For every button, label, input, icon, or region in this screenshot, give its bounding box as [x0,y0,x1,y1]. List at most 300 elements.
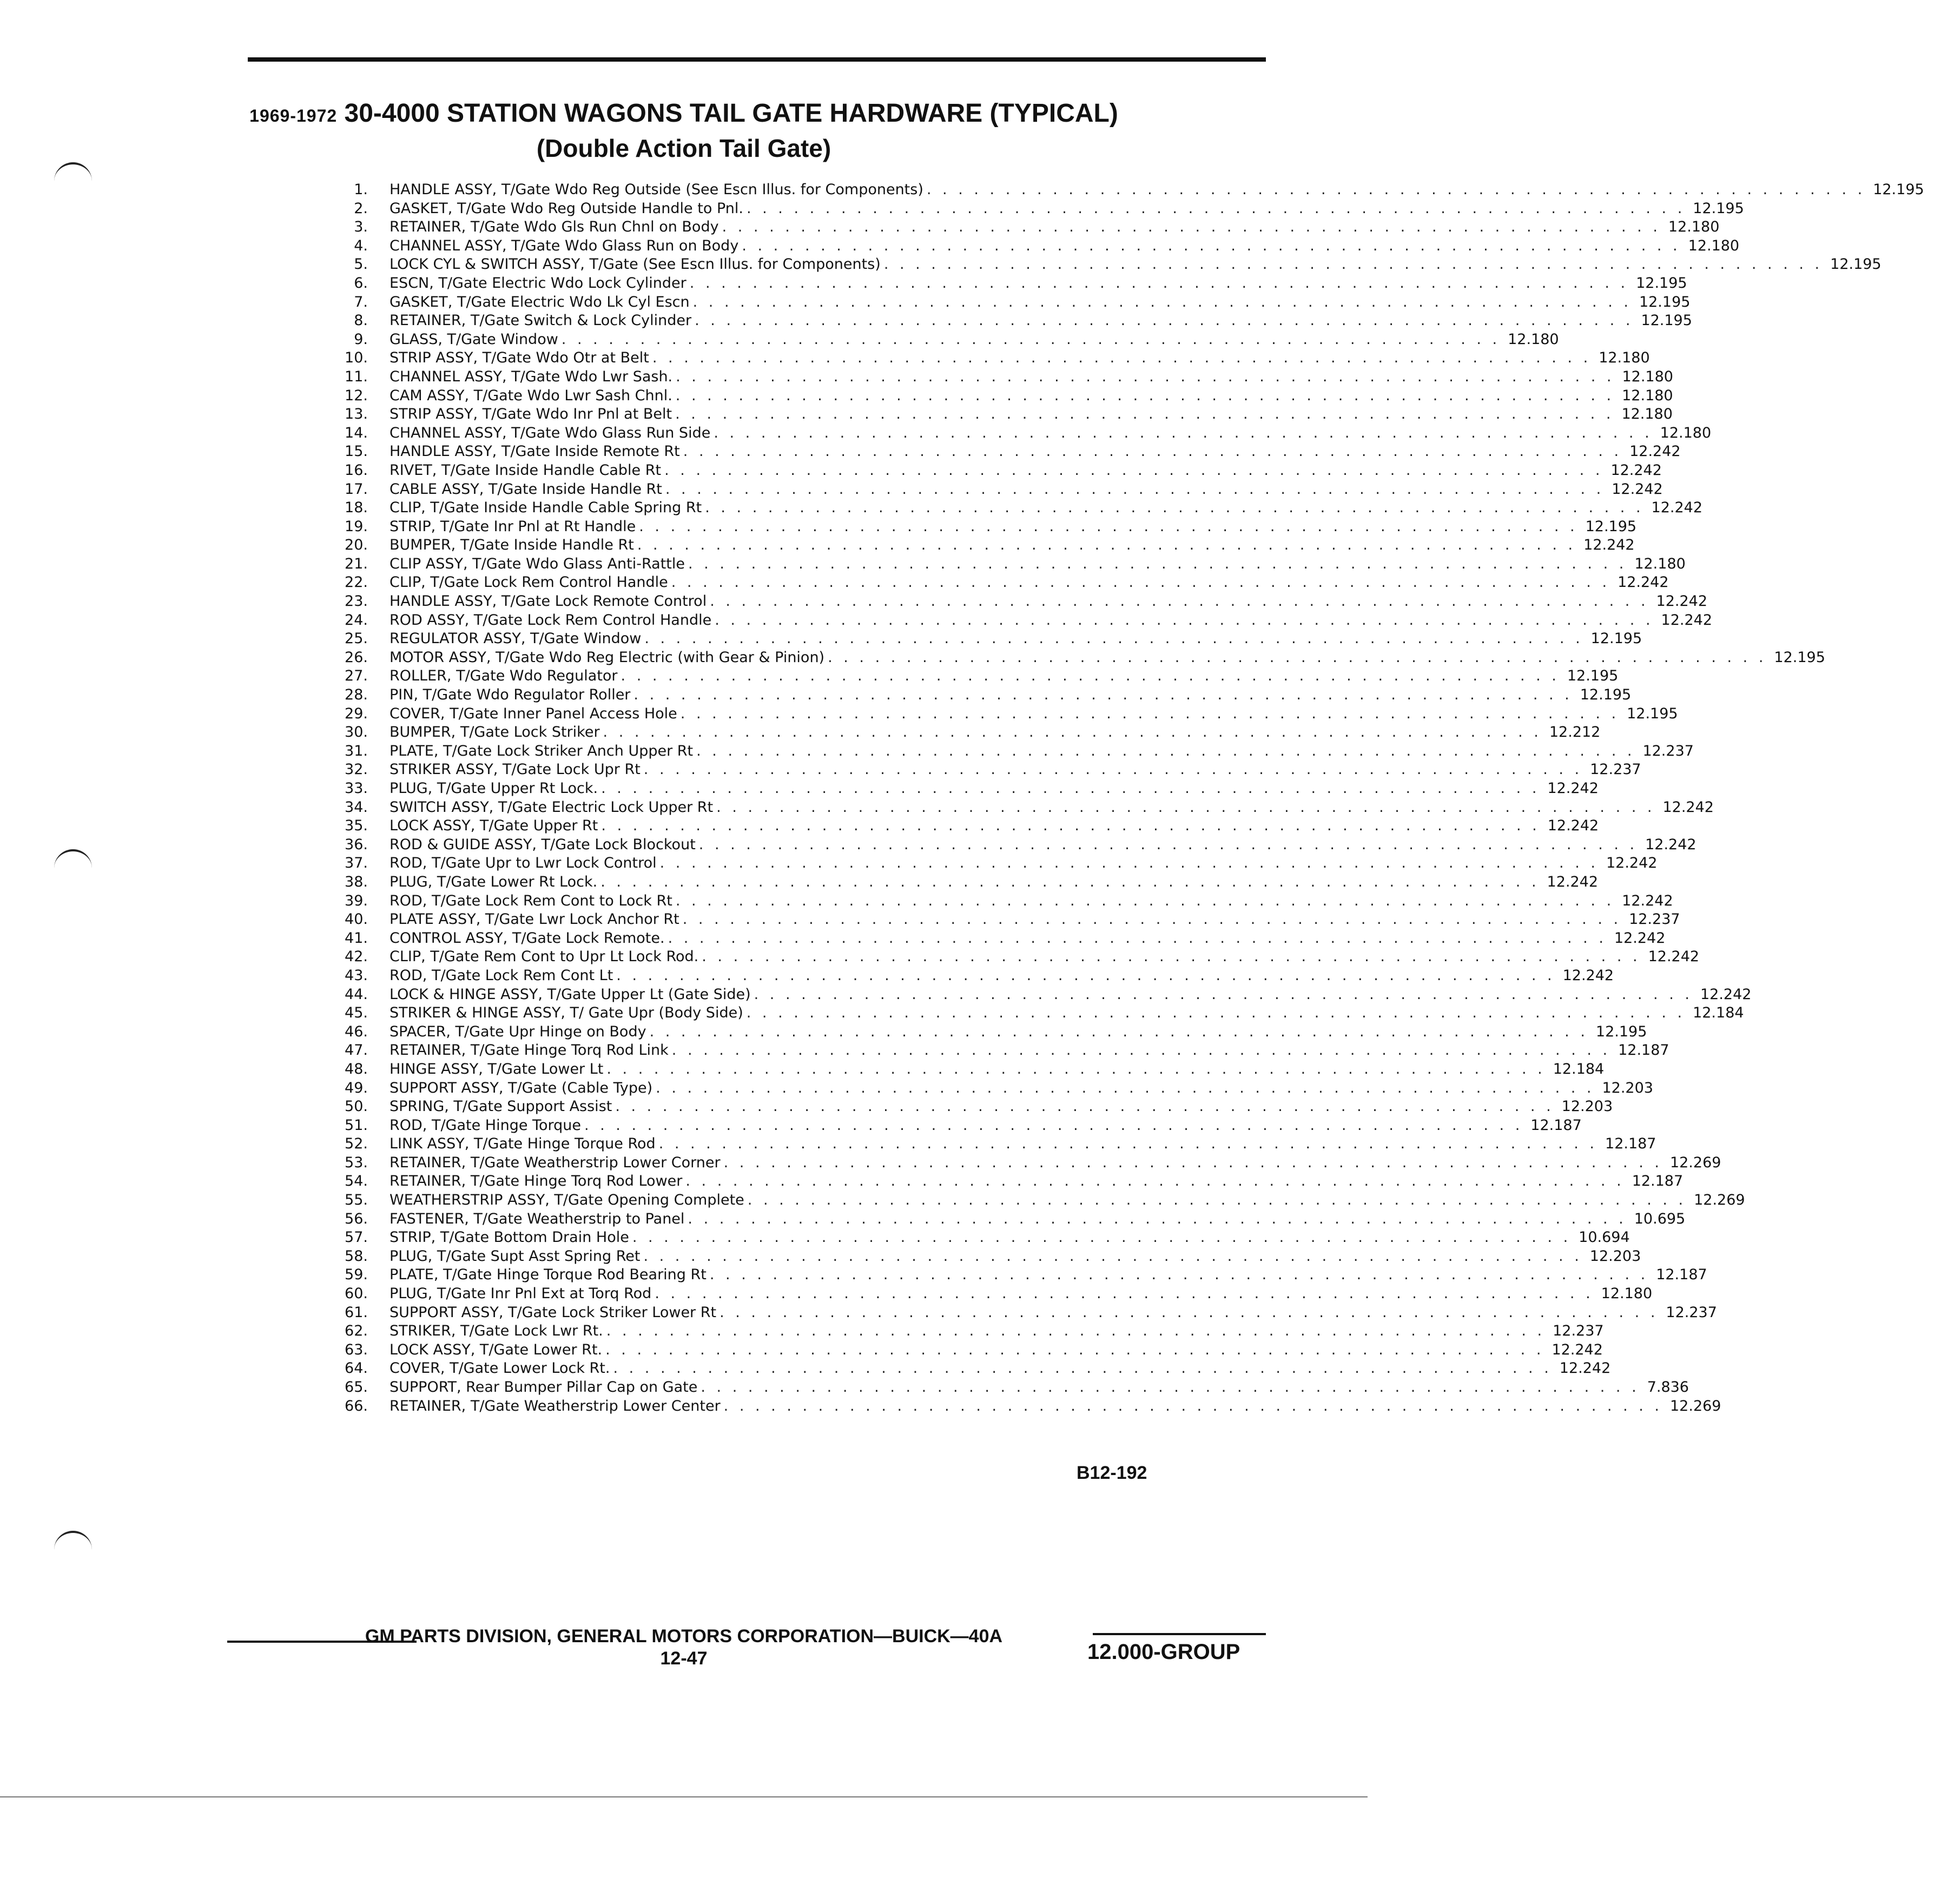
parts-row [325,1210,1686,1229]
item-number: 46. [345,1023,368,1040]
leader-dots [668,573,1610,592]
item-number: 33. [345,780,368,797]
parts-row [325,1079,1653,1098]
leader-dots [669,1041,1610,1060]
item-description: LINK ASSY, T/Gate Hinge Torque Rod [390,1135,656,1153]
leader-dots [721,1397,1662,1416]
leader-dots [743,1004,1685,1023]
item-group-ref: 12.203 [1561,1098,1613,1115]
leader-dots [707,592,1648,611]
leader-dots [641,630,1583,649]
item-group-ref: 12.184 [1553,1060,1605,1077]
item-number: 4. [354,237,368,254]
item-group-ref: 12.242 [1583,537,1635,554]
leader-dots [649,349,1591,368]
item-number: 19. [345,518,368,535]
parts-row [325,218,1720,237]
item-number: 50. [345,1098,368,1115]
item-description: PLATE ASSY, T/Gate Lwr Lock Anchor Rt [390,911,679,928]
parts-row [325,630,1642,649]
item-description: HINGE ASSY, T/Gate Lower Lt [390,1060,604,1077]
item-number: 8. [354,312,368,329]
item-number: 43. [345,967,368,984]
parts-row [325,592,1708,611]
item-number: 37. [345,855,368,872]
item-group-ref: 12.187 [1618,1042,1669,1059]
item-group-ref: 12.180 [1668,219,1720,236]
top-rule [248,57,1266,62]
item-description: CLIP, T/Gate Lock Rem Control Handle [390,574,668,591]
parts-row [325,1266,1707,1285]
item-description: CLIP ASSY, T/Gate Wdo Glass Anti-Rattle [390,555,685,572]
leader-dots [598,779,1540,798]
item-number: 28. [345,686,368,704]
parts-row [325,1247,1641,1266]
leader-dots [652,1079,1594,1098]
item-number: 45. [345,1004,368,1022]
leader-dots [629,1228,1571,1247]
leader-dots [657,854,1599,873]
leader-dots [651,1285,1593,1304]
parts-row [325,1397,1721,1416]
item-number: 47. [345,1042,368,1059]
page-heading [0,97,1368,164]
item-group-ref: 12.242 [1552,1341,1603,1358]
item-description: PIN, T/Gate Wdo Regulator Roller [390,686,631,704]
item-group-ref: 12.242 [1612,480,1663,498]
parts-row [325,555,1686,574]
item-group-ref: 12.269 [1694,1192,1745,1209]
item-number: 59. [345,1266,368,1284]
item-description: CABLE ASSY, T/Gate Inside Handle Rt [390,480,662,498]
parts-row [325,1228,1630,1247]
parts-row [325,1116,1582,1135]
leader-dots [603,1322,1545,1341]
item-group-ref: 12.195 [1590,630,1642,647]
leader-dots [597,873,1539,892]
item-description: ROLLER, T/Gate Wdo Regulator [390,667,618,685]
item-description: ROD, T/Gate Hinge Torque [390,1116,581,1134]
leader-dots [682,1172,1624,1191]
item-number: 14. [345,424,368,441]
parts-row [325,1023,1647,1042]
leader-dots [672,387,1614,406]
leader-dots [719,218,1661,237]
item-group-ref: 12.203 [1589,1247,1641,1265]
item-number: 17. [345,480,368,498]
leader-dots [600,723,1542,742]
margin-mark [54,1531,92,1555]
item-group-ref: 12.195 [1627,705,1678,722]
parts-row [325,237,1740,256]
parts-row [325,573,1669,592]
item-group-ref: 7.836 [1647,1379,1689,1396]
item-group-ref: 12.269 [1669,1154,1721,1171]
leader-dots [721,1154,1662,1173]
item-description: RETAINER, T/Gate Switch & Lock Cylinder [390,312,692,329]
bottom-rule [0,1796,1368,1797]
item-number: 65. [345,1379,368,1396]
leader-dots [598,817,1540,836]
parts-list [325,181,1924,1416]
leader-dots [665,929,1607,948]
item-group-ref: 12.180 [1622,368,1673,385]
parts-row [325,480,1663,499]
item-description: LOCK ASSY, T/Gate Upper Rt [390,817,598,835]
item-number: 2. [354,200,368,217]
item-description: SUPPORT ASSY, T/Gate Lock Striker Lower Rt [390,1304,717,1321]
parts-row [325,274,1687,293]
item-group-ref: 12.242 [1547,873,1599,890]
item-description: RETAINER, T/Gate Weatherstrip Lower Center [390,1397,721,1414]
item-group-ref: 12.187 [1605,1135,1656,1153]
item-number: 34. [345,798,368,816]
item-description: CAM ASSY, T/Gate Wdo Lwr Sash Chnl. [390,387,672,404]
leader-dots [716,1304,1658,1323]
item-description: ROD ASSY, T/Gate Lock Rem Control Handle [390,611,712,629]
item-group-ref: 12.180 [1622,387,1673,404]
item-group-ref: 12.242 [1662,798,1714,816]
item-number: 66. [345,1397,368,1414]
parts-row [325,1341,1603,1360]
item-group-ref: 12.195 [1567,667,1619,685]
item-group-ref: 12.187 [1656,1266,1707,1284]
leader-dots [640,1247,1582,1266]
item-group-ref: 12.242 [1648,948,1700,966]
leader-dots [618,667,1560,686]
parts-row [325,1359,1611,1378]
parts-row [325,368,1673,387]
item-description: FASTENER, T/Gate Weatherstrip to Panel [390,1210,685,1227]
item-group-ref: 12.195 [1830,256,1882,273]
parts-row [325,873,1599,892]
leader-dots [685,555,1627,574]
item-group-ref: 12.187 [1632,1173,1684,1190]
item-group-ref: 12.180 [1599,349,1650,367]
item-number: 13. [345,406,368,423]
item-number: 57. [345,1229,368,1246]
leader-dots [672,892,1614,911]
leader-dots [690,293,1632,312]
leader-dots [656,1135,1597,1154]
item-description: RETAINER, T/Gate Wdo Gls Run Chnl on Body [390,219,719,236]
parts-row [325,910,1680,929]
parts-row [325,442,1681,461]
item-group-ref: 12.195 [1580,686,1632,704]
item-description: GASKET, T/Gate Electric Wdo Lk Cyl Escn [390,293,690,310]
item-description: SUPPORT ASSY, T/Gate (Cable Type) [390,1079,653,1096]
item-number: 5. [354,256,368,273]
item-description: BUMPER, T/Gate Inside Handle Rt [390,537,634,554]
leader-dots [581,1116,1523,1135]
item-number: 24. [345,611,368,629]
item-group-ref: 12.242 [1661,611,1713,629]
item-number: 15. [345,443,368,460]
group-label: 12.000-GROUP [1087,1640,1240,1664]
item-group-ref: 12.195 [1595,1023,1647,1040]
model-years: 1969-1972 [249,106,338,125]
item-description: GLASS, T/Gate Window [390,330,558,348]
item-group-ref: 12.195 [1585,518,1637,535]
parts-row [325,312,1692,330]
item-number: 51. [345,1116,368,1134]
item-group-ref: 12.242 [1614,929,1666,947]
item-description: STRIP ASSY, T/Gate Wdo Otr at Belt [390,349,649,367]
item-number: 49. [345,1079,368,1096]
item-group-ref: 12.242 [1547,817,1599,835]
parts-row [325,181,1924,200]
item-group-ref: 12.180 [1508,330,1559,348]
item-group-ref: 12.237 [1666,1304,1717,1321]
footer-publisher: GM PARTS DIVISION, GENERAL MOTORS CORPORATION—BUICK—40A [365,1626,1003,1647]
leader-dots [610,1359,1552,1378]
item-group-ref: 12.242 [1645,836,1696,853]
item-group-ref: 12.242 [1629,443,1681,460]
item-number: 58. [345,1247,368,1265]
item-number: 32. [345,761,368,778]
item-number: 11. [345,368,368,385]
item-group-ref: 12.195 [1639,293,1691,310]
item-description: WEATHERSTRIP ASSY, T/Gate Opening Complete [390,1192,744,1209]
item-number: 18. [345,499,368,517]
item-group-ref: 12.195 [1693,200,1744,217]
item-group-ref: 12.180 [1621,406,1673,423]
item-description: PLUG, T/Gate Lower Rt Lock. [390,873,598,890]
parts-row [325,461,1662,480]
parts-row [325,854,1658,873]
item-description: RETAINER, T/Gate Weatherstrip Lower Corner [390,1154,721,1171]
item-description: LOCK & HINGE ASSY, T/Gate Upper Lt (Gate Side) [390,986,751,1003]
item-group-ref: 12.212 [1549,724,1601,741]
leader-dots [738,237,1680,256]
item-description: ROD & GUIDE ASSY, T/Gate Lock Blockout [390,836,696,853]
item-group-ref: 12.242 [1547,780,1599,797]
item-description: ROD, T/Gate Lock Rem Cont to Lock Rt [390,892,672,909]
parts-row [325,761,1641,779]
parts-row [325,424,1712,443]
leader-dots [630,686,1572,705]
item-number: 22. [345,574,368,591]
parts-row [325,518,1637,537]
parts-row [325,405,1673,424]
item-group-ref: 12.237 [1629,911,1680,928]
parts-row [325,1304,1717,1323]
item-number: 20. [345,537,368,554]
page-number: 12-47 [660,1648,708,1669]
item-group-ref: 12.180 [1634,555,1686,572]
parts-row [325,1285,1653,1304]
item-group-ref: 12.180 [1660,424,1712,441]
item-description: ROD, T/Gate Upr to Lwr Lock Control [390,855,657,872]
parts-row [325,611,1713,630]
item-number: 36. [345,836,368,853]
leader-dots [641,761,1582,779]
item-description: CHANNEL ASSY, T/Gate Wdo Glass Run Side [390,424,711,441]
item-number: 7. [354,293,368,310]
parts-row [325,986,1752,1004]
leader-dots [697,1378,1639,1397]
item-description: PLUG, T/Gate Inr Pnl Ext at Torq Rod [390,1285,652,1303]
parts-row [325,1172,1684,1191]
item-number: 62. [345,1323,368,1340]
item-description: STRIP ASSY, T/Gate Wdo Inr Pnl at Belt [390,406,672,423]
item-number: 42. [345,948,368,966]
item-description: HANDLE ASSY, T/Gate Lock Remote Control [390,593,707,610]
leader-dots [558,330,1500,349]
item-number: 23. [345,593,368,610]
item-number: 27. [345,667,368,685]
item-group-ref: 12.184 [1693,1004,1744,1022]
leader-dots [672,368,1614,387]
parts-row [325,686,1632,705]
leader-dots [646,1023,1588,1042]
page-title: 30-4000 STATION WAGONS TAIL GATE HARDWARE (TYPICAL) [344,99,1118,128]
item-number: 30. [345,724,368,741]
item-number: 53. [345,1154,368,1171]
item-description: BUMPER, T/Gate Lock Striker [390,724,600,741]
parts-row [325,255,1882,274]
leader-dots [743,200,1685,219]
leader-dots [613,967,1555,986]
leader-dots [824,649,1766,667]
item-number: 48. [345,1060,368,1077]
leader-dots [698,948,1640,967]
leader-dots [602,1341,1544,1360]
item-group-ref: 12.195 [1636,274,1687,292]
item-number: 3. [354,219,368,236]
leader-dots [691,312,1633,330]
parts-row [325,929,1666,948]
leader-dots [751,986,1693,1004]
leader-dots [603,1060,1545,1079]
item-number: 35. [345,817,368,835]
item-description: HANDLE ASSY, T/Gate Wdo Reg Outside (See Escn Illus. for Components) [390,181,923,198]
item-group-ref: 12.203 [1602,1079,1653,1096]
item-group-ref: 12.242 [1651,499,1703,517]
parts-row [325,817,1599,836]
parts-row [325,1098,1613,1116]
item-number: 6. [354,274,368,292]
leader-dots [923,181,1865,200]
item-number: 41. [345,929,368,947]
parts-row [325,1004,1744,1023]
item-group-ref: 12.237 [1590,761,1641,778]
leader-dots [707,1266,1648,1285]
item-description: RETAINER, T/Gate Hinge Torq Rod Link [390,1042,669,1059]
parts-row [325,798,1714,817]
parts-row [325,293,1691,312]
item-description: SPRING, T/Gate Support Assist [390,1098,612,1115]
item-group-ref: 12.180 [1688,237,1740,254]
item-group-ref: 12.242 [1656,593,1708,610]
leader-dots [686,274,1628,293]
parts-row [325,330,1559,349]
parts-row [325,836,1696,855]
leader-dots [684,1210,1626,1229]
parts-row [325,649,1825,667]
parts-row [325,536,1635,555]
item-description: SPACER, T/Gate Upr Hinge on Body [390,1023,646,1040]
item-number: 12. [345,387,368,404]
margin-mark [54,162,92,186]
item-description: STRIKER & HINGE ASSY, T/ Gate Upr (Body Side) [390,1004,743,1022]
item-description: LOCK CYL & SWITCH ASSY, T/Gate (See Escn Illus. for Components) [390,256,881,273]
item-number: 44. [345,986,368,1003]
item-description: HANDLE ASSY, T/Gate Inside Remote Rt [390,443,680,460]
leader-dots [677,705,1619,724]
leader-dots [636,518,1577,537]
leader-dots [702,499,1643,518]
item-description: PLATE, T/Gate Hinge Torque Rod Bearing Rt [390,1266,707,1284]
item-description: SUPPORT, Rear Bumper Pillar Cap on Gate [390,1379,698,1396]
leader-dots [693,742,1635,761]
parts-row [325,723,1601,742]
item-group-ref: 10.695 [1634,1210,1686,1227]
item-number: 26. [345,649,368,666]
item-group-ref: 12.237 [1642,742,1694,759]
parts-row [325,667,1619,686]
item-group-ref: 12.180 [1601,1285,1653,1303]
parts-row [325,200,1744,219]
item-description: PLUG, T/Gate Supt Asst Spring Ret [390,1247,641,1265]
item-number: 39. [345,892,368,909]
item-number: 55. [345,1192,368,1209]
item-description: STRIP, T/Gate Inr Pnl at Rt Handle [390,518,636,535]
item-group-ref: 12.242 [1700,986,1752,1003]
parts-row [325,1135,1656,1154]
item-group-ref: 12.242 [1618,574,1669,591]
item-group-ref: 12.195 [1774,649,1825,666]
parts-row [325,349,1650,368]
item-group-ref: 12.269 [1670,1397,1721,1414]
parts-row [325,892,1673,911]
item-description: GASKET, T/Gate Wdo Reg Outside Handle to Pnl. [390,200,743,217]
item-number: 64. [345,1360,368,1377]
parts-row [325,1322,1604,1341]
item-group-ref: 10.694 [1579,1229,1630,1246]
leader-dots [612,1098,1554,1116]
leader-dots [711,611,1653,630]
item-number: 29. [345,705,368,722]
figure-id: B12-192 [1077,1463,1147,1483]
parts-row [325,967,1614,986]
item-group-ref: 12.242 [1559,1360,1611,1377]
leader-dots [881,255,1823,274]
parts-row [325,1060,1605,1079]
item-description: COVER, T/Gate Lower Lock Rt. [390,1360,610,1377]
item-number: 40. [345,911,368,928]
leader-dots [680,442,1622,461]
item-description: MOTOR ASSY, T/Gate Wdo Reg Electric (with Gear & Pinion) [390,649,825,666]
item-group-ref: 12.187 [1530,1116,1582,1134]
item-group-ref: 12.242 [1606,855,1658,872]
item-description: RIVET, T/Gate Inside Handle Cable Rt [390,461,662,479]
item-number: 1. [354,181,368,198]
item-description: ESCN, T/Gate Electric Wdo Lock Cylinder [390,274,686,292]
parts-row [325,1041,1669,1060]
item-number: 25. [345,630,368,647]
parts-row [325,705,1678,724]
item-number: 9. [354,330,368,348]
item-description: CONTROL ASSY, T/Gate Lock Remote. [390,929,665,947]
parts-row [325,948,1700,967]
parts-row [325,742,1694,761]
item-group-ref: 12.195 [1873,181,1924,198]
page-subtitle: (Double Action Tail Gate) [536,134,831,162]
leader-dots [713,798,1655,817]
item-description: PLATE, T/Gate Lock Striker Anch Upper Rt [390,742,694,759]
item-description: CLIP, T/Gate Inside Handle Cable Spring Rt [390,499,702,517]
